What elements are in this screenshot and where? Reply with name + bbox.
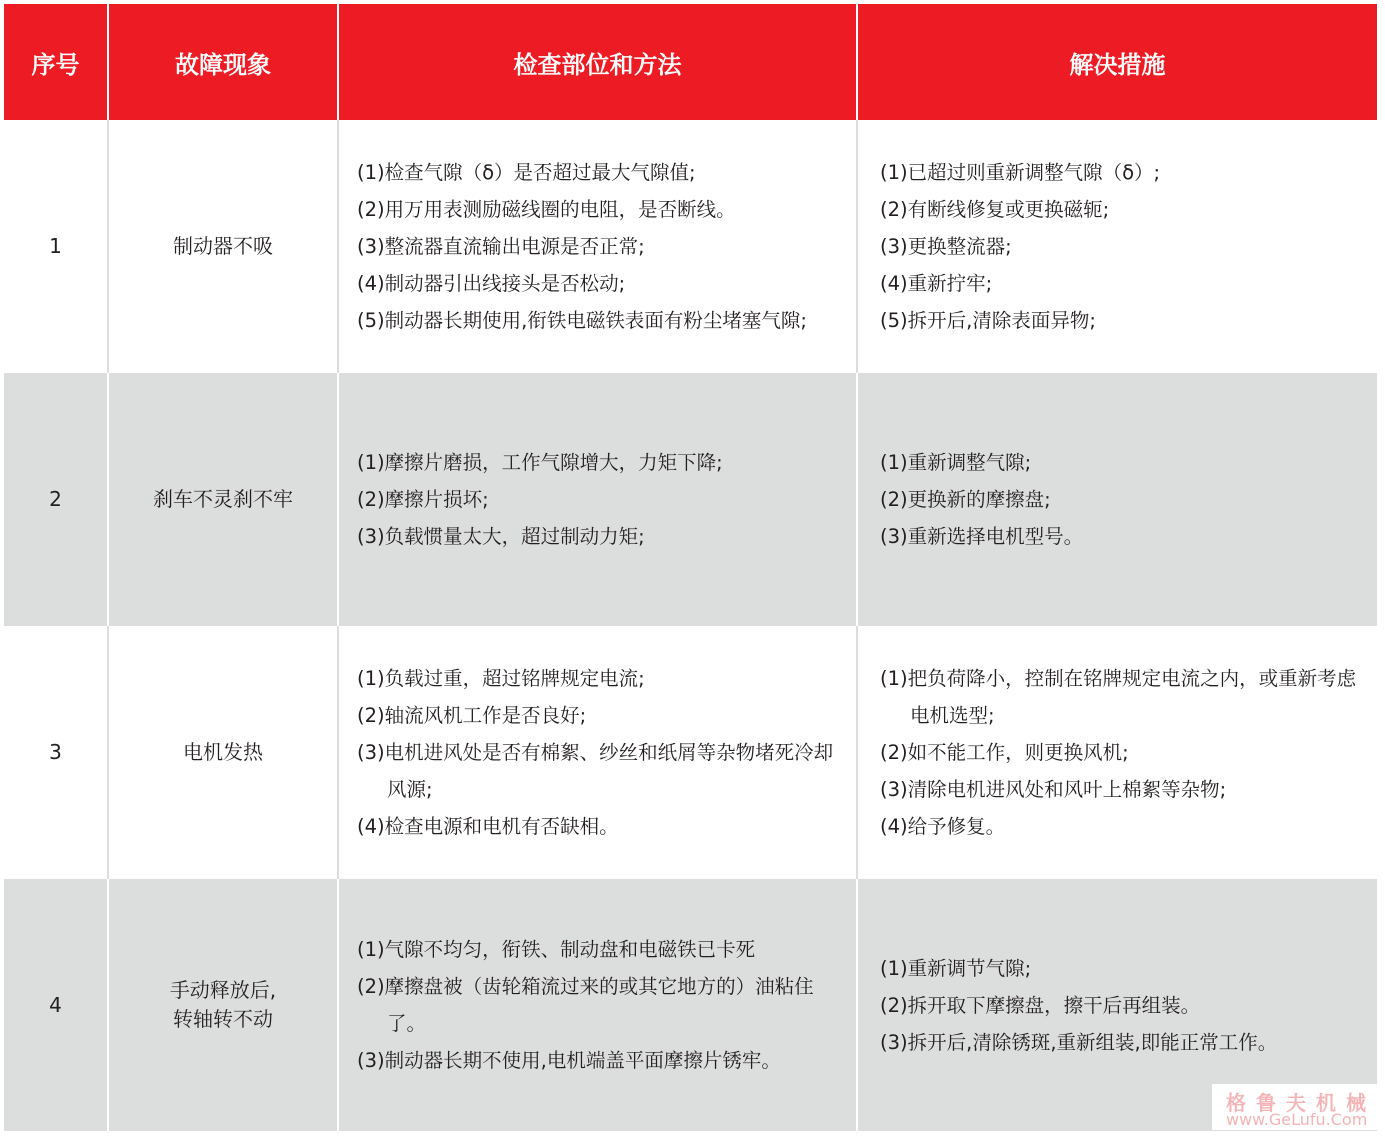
watermark-en-text: www.GeLufu.Com — [1226, 1110, 1368, 1129]
list-item: (2)轴流风机工作是否良好; — [357, 704, 587, 727]
list-item: (3)重新选择电机型号。 — [880, 525, 1084, 548]
list-item: (1)已超过则重新调整气隙（δ）; — [880, 161, 1161, 184]
list-item: (3)制动器长期不使用,电机端盖平面摩擦片锈牢。 — [357, 1049, 781, 1072]
list-item: (1)负载过重，超过铭牌规定电流; — [357, 667, 645, 690]
header-fault: 故障现象 — [107, 4, 337, 120]
list-item: (5)拆开后,清除表面异物; — [880, 309, 1096, 332]
header-no: 序号 — [4, 4, 107, 120]
list-item: (2)拆开取下摩擦盘，擦干后再组装。 — [880, 993, 1201, 1017]
list-item: (5)制动器长期使用,衔铁电磁铁表面有粉尘堵塞气隙; — [357, 309, 807, 332]
row3-fault: 电机发热 — [107, 626, 337, 879]
row4-no: 4 — [4, 879, 107, 1131]
list-item: (1)气隙不均匀，衔铁、制动盘和电磁铁已卡死 — [357, 938, 756, 961]
row3-check — [337, 626, 856, 879]
watermark-cn-text: 格鲁夫机械 — [1226, 1091, 1376, 1115]
watermark-logo — [1212, 1084, 1380, 1130]
list-item: (2)更换新的摩擦盘; — [880, 488, 1051, 511]
list-item: (3)拆开后,清除锈斑,重新组装,即能正常工作。 — [880, 1030, 1278, 1054]
row4-fault-line2: 转轴转不动 — [172, 1007, 273, 1031]
list-item: (3)负载惯量太大，超过制动力矩; — [357, 525, 645, 548]
list-item: (1)把负荷降小，控制在铭牌规定电流之内，或重新考虑电机选型; — [880, 667, 1357, 727]
list-item: (3)电机进风处是否有棉絮、纱丝和纸屑等杂物堵死冷却风源; — [357, 741, 834, 801]
row3-no: 3 — [4, 626, 107, 879]
list-item: (2)用万用表测励磁线圈的电阻，是否断线。 — [357, 198, 736, 221]
list-item: (4)给予修复。 — [880, 815, 1006, 838]
list-item: (1)摩擦片磨损，工作气隙增大，力矩下降; — [357, 451, 723, 474]
row2-fault: 刹车不灵刹不牢 — [107, 373, 337, 626]
list-item: (2)摩擦盘被（齿轮箱流过来的或其它地方的）油粘住了。 — [357, 975, 814, 1035]
list-item: (3)清除电机进风处和风叶上棉絮等杂物; — [880, 778, 1227, 801]
list-item: (3)更换整流器; — [880, 235, 1012, 258]
row1-solution — [856, 120, 1377, 373]
list-item: (4)制动器引出线接头是否松动; — [357, 272, 626, 295]
list-item: (3)整流器直流输出电源是否正常; — [357, 235, 645, 258]
list-item: (2)有断线修复或更换磁轭; — [880, 198, 1110, 221]
row4-fault — [107, 879, 337, 1131]
list-item: (4)检查电源和电机有否缺相。 — [357, 815, 619, 838]
list-item: (2)摩擦片损坏; — [357, 488, 489, 511]
row2-solution — [856, 373, 1377, 626]
row3-solution — [856, 626, 1377, 879]
list-item: (1)重新调整气隙; — [880, 451, 1032, 474]
row4-fault-line1: 手动释放后, — [169, 978, 277, 1002]
row1-fault: 制动器不吸 — [107, 120, 337, 373]
fault-table — [4, 4, 1377, 1131]
row4-check — [337, 879, 856, 1131]
list-item: (1)重新调节气隙; — [880, 956, 1032, 980]
row2-check — [337, 373, 856, 626]
header-solution: 解决措施 — [856, 4, 1377, 120]
row1-check — [337, 120, 856, 373]
list-item: (1)检查气隙（δ）是否超过最大气隙值; — [357, 161, 696, 184]
list-item: (4)重新拧牢; — [880, 272, 993, 295]
list-item: (2)如不能工作，则更换风机; — [880, 741, 1129, 764]
row2-no: 2 — [4, 373, 107, 626]
row1-no: 1 — [4, 120, 107, 373]
header-check: 检查部位和方法 — [337, 4, 856, 120]
